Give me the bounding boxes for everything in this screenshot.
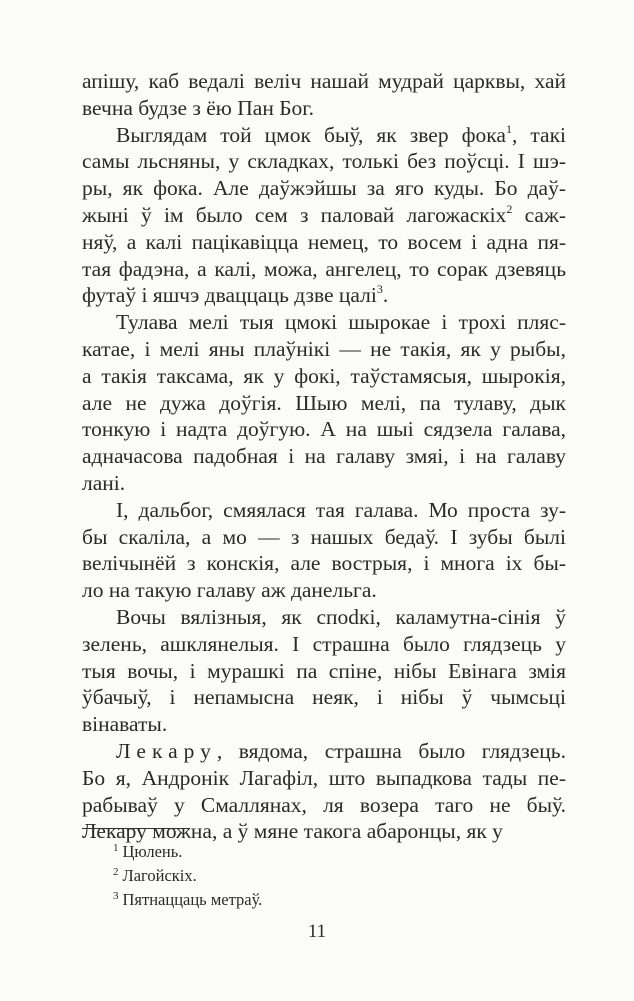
text-segment: зелень, ашклянелыя. І страшна было глядзець у <box>82 631 566 656</box>
text-line <box>82 68 566 95</box>
spaced-word: Лекару <box>116 738 217 763</box>
text-line <box>82 711 566 738</box>
paragraph <box>82 604 566 738</box>
footnote-mark: 2 <box>113 866 119 878</box>
text-line <box>82 577 566 604</box>
text-line <box>82 631 566 658</box>
text-segment: лані. <box>82 470 126 495</box>
text-segment: тонкую і надта доўгую. А на шыі сядзела галава, <box>82 417 566 442</box>
text-segment: футаў і яшчэ дваццаць дзве цалі <box>82 283 377 308</box>
text-line <box>82 309 566 336</box>
text-segment: велічынёй з конскія, але вострыя, і многа іх бы- <box>82 551 566 576</box>
text-segment: Тулава мелі тыя цмокі шырокае і трохі пляс- <box>116 310 566 335</box>
text-segment: ры, як фока. Але даўжэйшы за яго куды. Бо даў- <box>82 176 566 201</box>
text-line <box>82 148 566 175</box>
text-segment: Вочы вялізныя, як спodкі, каламутна-сінія ў <box>116 604 566 629</box>
text-segment: жыні ў ім было сем з паловай лагожаскіх <box>82 202 507 227</box>
text-line <box>82 792 566 819</box>
text-segment: саж- <box>512 202 566 227</box>
text-line <box>82 738 566 765</box>
footnote-ref[interactable]: 3 <box>376 282 383 297</box>
footnote-text: Цюлень. <box>122 842 183 861</box>
text-segment: вечна будзе з ёю Пан Бог. <box>82 95 315 120</box>
footnote <box>113 864 262 888</box>
text-segment: тая фадэна, а калі, можа, ангелец, то сорак дзевяць <box>82 256 566 281</box>
footnote-divider <box>82 828 190 829</box>
footnote-mark: 1 <box>113 842 119 854</box>
text-line <box>82 336 566 363</box>
text-segment: , такі <box>511 122 566 147</box>
text-line <box>82 175 566 202</box>
footnote-mark: 3 <box>113 890 119 902</box>
footnotes <box>113 840 262 912</box>
text-segment: тыя вочы, і мурашкі па спіне, нібы Евінага змія <box>82 658 566 683</box>
text-segment: Бо я, Андронік Лагафіл, што выпадкова тады пе- <box>82 765 566 790</box>
paragraph <box>82 738 566 845</box>
footnote-ref[interactable]: 1 <box>505 121 512 136</box>
text-line <box>82 256 566 283</box>
text-line <box>82 363 566 390</box>
footnote-ref[interactable]: 2 <box>506 201 513 216</box>
text-line <box>82 470 566 497</box>
text-segment: Выглядам той цмок быў, як звер фока <box>116 122 506 147</box>
text-line <box>82 604 566 631</box>
text-segment: вінаваты. <box>82 712 168 737</box>
text-segment: адначасова падобная і на галаву змяі, і на галаву <box>82 444 566 469</box>
text-line <box>82 658 566 685</box>
text-segment: Лекару можна, а ў мяне такога абаронцы, як у <box>82 819 503 844</box>
text-line <box>82 443 566 470</box>
text-line <box>82 684 566 711</box>
paragraph <box>82 497 566 604</box>
text-line <box>82 229 566 256</box>
text-segment: катае, і мелі яны плаўнікі — не такія, як у рыбы, <box>82 336 566 361</box>
page-number: 11 <box>307 921 327 942</box>
paragraph <box>82 122 566 310</box>
footnote-text: Пятнаццаць метраў. <box>122 890 263 909</box>
body-text <box>82 68 566 845</box>
text-segment: ўбачыў, і непамысна неяк, і нібы ў чымсьці <box>82 685 566 710</box>
text-line <box>82 765 566 792</box>
footnote <box>113 840 262 864</box>
text-segment: . <box>382 283 389 308</box>
paragraph <box>82 309 566 497</box>
text-line <box>82 497 566 524</box>
text-line <box>82 416 566 443</box>
paragraph <box>82 68 566 122</box>
text-line <box>82 550 566 577</box>
text-line <box>82 390 566 417</box>
text-segment: але не дужа доўгія. Шыю мелі, па тулаву, дык <box>82 390 566 415</box>
text-line <box>82 95 566 122</box>
text-segment: няў, а калі пацікавіцца немец, то восем і адна пя- <box>82 229 566 254</box>
text-line <box>82 524 566 551</box>
text-line <box>82 122 566 149</box>
text-line <box>82 282 566 309</box>
text-segment: апішу, каб ведалі веліч нашай мудрай царквы, хай <box>82 69 566 93</box>
text-line <box>82 202 566 229</box>
text-segment: самы льсняны, у складках, толькі без поўсці. І шэ- <box>82 149 566 174</box>
text-segment: ло на такую галаву аж данельга. <box>82 578 377 603</box>
text-segment: , вядома, страшна было глядзець. <box>216 738 566 763</box>
footnote-text: Лагойскіх. <box>122 866 197 885</box>
text-segment: бы скаліла, а мо — з нашых бедаў. І зубы былі <box>82 524 566 549</box>
text-segment: І, дальбог, смяялася тая галава. Мо проста зу- <box>116 497 566 522</box>
text-segment: рабываў у Смаллянах, ля возера таго не быў. <box>82 792 566 817</box>
text-segment: а такія таксама, як у фокі, таўстамясыя, шырокія, <box>82 363 566 388</box>
footnote <box>113 888 262 912</box>
